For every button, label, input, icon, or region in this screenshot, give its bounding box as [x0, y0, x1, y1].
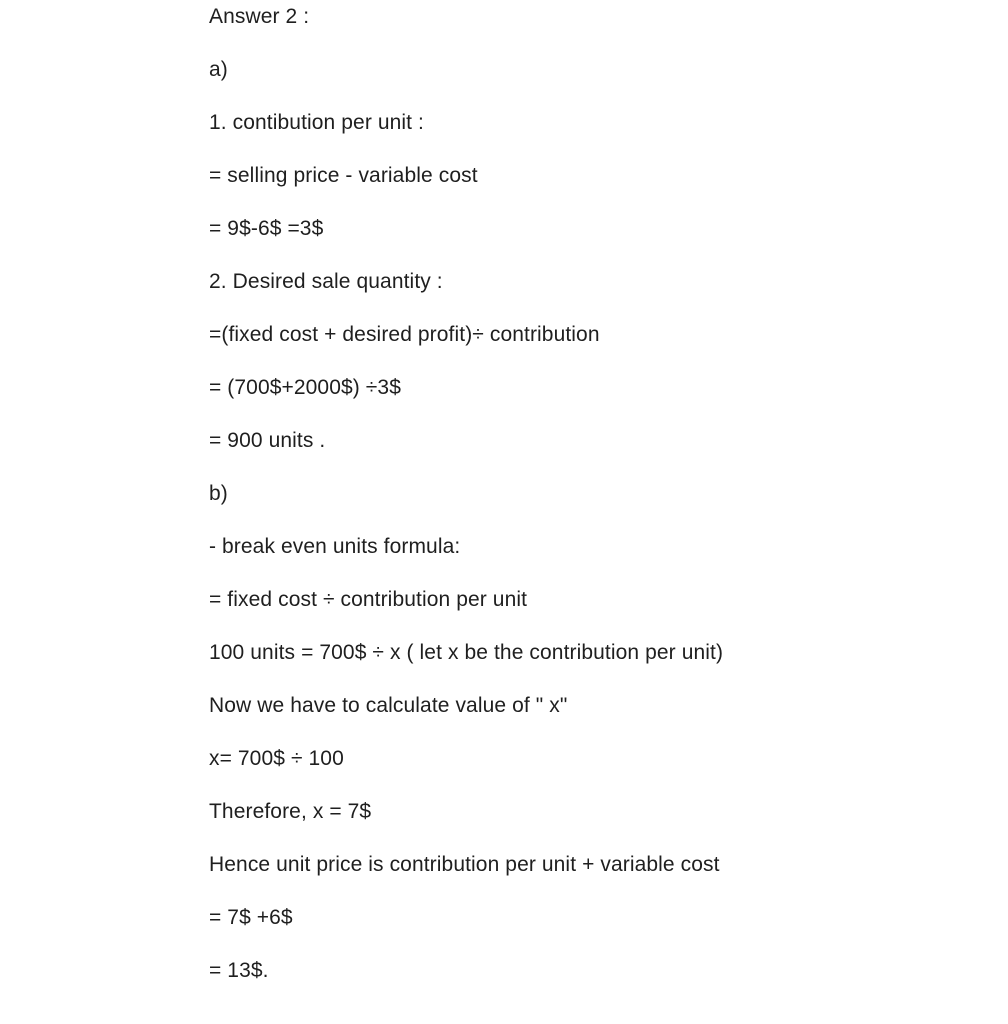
break-even-heading: - break even units formula:: [209, 535, 461, 558]
sale-quantity-substitution: = (700$+2000$) ÷3$: [209, 376, 401, 399]
break-even-formula: = fixed cost ÷ contribution per unit: [209, 588, 528, 611]
unit-price-result: = 13$.: [209, 959, 269, 982]
answer-title: Answer 2 :: [209, 5, 310, 28]
part-b-label: b): [209, 482, 228, 505]
sale-quantity-heading: 2. Desired sale quantity :: [209, 270, 443, 293]
x-value: Therefore, x = 7$: [209, 800, 372, 823]
x-calculation: x= 700$ ÷ 100: [209, 747, 344, 770]
calculate-x-statement: Now we have to calculate value of " x": [209, 694, 568, 717]
contribution-heading: 1. contibution per unit :: [209, 111, 424, 134]
contribution-result: = 9$-6$ =3$: [209, 217, 324, 240]
sale-quantity-result: = 900 units .: [209, 429, 326, 452]
contribution-formula: = selling price - variable cost: [209, 164, 478, 187]
unit-price-sum: = 7$ +6$: [209, 906, 293, 929]
sale-quantity-formula: =(fixed cost + desired profit)÷ contribution: [209, 323, 600, 346]
unit-price-conclusion: Hence unit price is contribution per unit + variable cost: [209, 853, 720, 876]
break-even-equation: 100 units = 700$ ÷ x ( let x be the contribution per unit): [209, 641, 724, 664]
part-a-label: a): [209, 58, 228, 81]
